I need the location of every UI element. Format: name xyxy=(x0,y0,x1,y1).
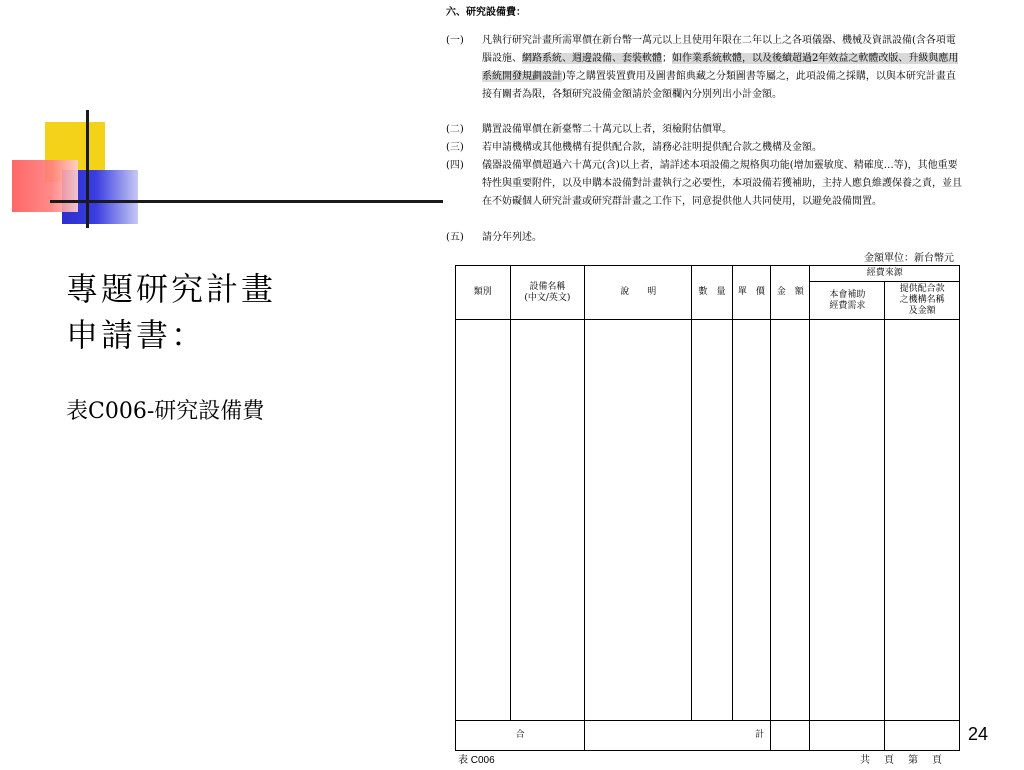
total-label-left: 合 xyxy=(456,721,585,751)
instruction-label: (二) xyxy=(446,124,464,135)
logo-vertical-line xyxy=(86,110,89,228)
instruction-highlight: 如作業系統軟體，以及後續超過2年效益之軟體改版、升級與應用系統開發規劃設計 xyxy=(482,53,959,82)
header-quantity: 數 量 xyxy=(692,266,732,320)
header-amount: 金 額 xyxy=(771,266,810,320)
instruction-label: (三) xyxy=(446,142,464,153)
instruction-text-part: 凡執行研究計畫所需單價在新台幣一萬元以上且使用年限在二年以上之各項儀器、機械及資訊設備(含各項電腦設施、 xyxy=(482,35,956,64)
table-header-row xyxy=(456,266,960,282)
slide-title-line2: 申請書： xyxy=(66,316,207,354)
table-cell[interactable] xyxy=(456,320,511,721)
table-cell[interactable] xyxy=(810,320,885,721)
table-cell[interactable] xyxy=(771,320,810,721)
title-divider-line xyxy=(50,200,443,203)
amount-unit-note: 金額單位：新台幣元 xyxy=(864,253,954,264)
page-count-label: 共頁第頁 xyxy=(860,755,956,766)
table-cell[interactable] xyxy=(732,320,770,721)
instruction-label: (四) xyxy=(446,160,464,171)
instruction-text-part: ； xyxy=(662,53,672,64)
table-cell[interactable] xyxy=(885,320,960,721)
logo-red-square xyxy=(12,160,78,212)
instruction-text: 請分年列述。 xyxy=(482,232,542,243)
header-description: 說 明 xyxy=(585,266,692,320)
equipment-cost-table xyxy=(455,265,960,751)
table-cell[interactable] xyxy=(510,320,585,721)
instruction-text: 若申請機構或其他機構有提供配合款，請務必註明提供配合款之機構及金額。 xyxy=(482,142,822,153)
section-title: 六、研究設備費： xyxy=(446,7,526,18)
form-document xyxy=(446,0,966,768)
total-subsidy-cell[interactable] xyxy=(810,721,885,751)
header-matching-fund: 提供配合款 之機構名稱 及金額 xyxy=(885,282,960,320)
instruction-text xyxy=(482,32,964,104)
form-code: 表 C006 xyxy=(458,755,495,766)
header-category: 類別 xyxy=(456,266,511,320)
table-total-row xyxy=(456,721,960,751)
total-label-right: 計 xyxy=(585,721,771,751)
instruction-text-part: )等之購置裝置費用及圖書館典藏之分類圖書等屬之，此項設備之採購，以與本研究計畫直接有關者為限，各類研究設備金額請於金額欄內分別列出小計金額。 xyxy=(482,71,956,100)
total-amount-cell[interactable] xyxy=(771,721,810,751)
instruction-highlight: 網路系統、週邊設備、套裝軟體 xyxy=(522,53,662,64)
table-cell[interactable] xyxy=(692,320,732,721)
slide-subtitle: 表C006-研究設備費 xyxy=(66,399,265,424)
total-matching-cell[interactable] xyxy=(885,721,960,751)
header-funding-source: 經費來源 xyxy=(810,266,960,282)
header-council-subsidy: 本會補助 經費需求 xyxy=(810,282,885,320)
instruction-text: 儀器設備單價超過六十萬元(含)以上者，請詳述本項設備之規格與功能(增加靈敏度、精確度…等)，其他重要特性與重要附件，以及申購本設備對計畫執行之必要性，本項設備若獲補助，主持人應負維護保養之責，並且在不妨礙個人研究計畫或研究群計畫之工作下，同意提供他人共同使用，以避免設備閒置。 xyxy=(482,160,962,207)
table-body-row xyxy=(456,320,960,721)
table-cell[interactable] xyxy=(585,320,692,721)
slide-title-line1: 專題研究計畫 xyxy=(66,270,277,308)
instruction-text: 購置設備單價在新臺幣二十萬元以上者，須檢附估價單。 xyxy=(482,124,732,135)
page-number: 24 xyxy=(968,724,989,744)
instruction-label: (五) xyxy=(446,232,464,243)
header-unit-price: 單 價 xyxy=(732,266,770,320)
header-equipment-name: 設備名稱 (中文/英文) xyxy=(510,266,585,320)
instruction-label: (一) xyxy=(446,35,464,46)
slide-title xyxy=(66,266,276,358)
